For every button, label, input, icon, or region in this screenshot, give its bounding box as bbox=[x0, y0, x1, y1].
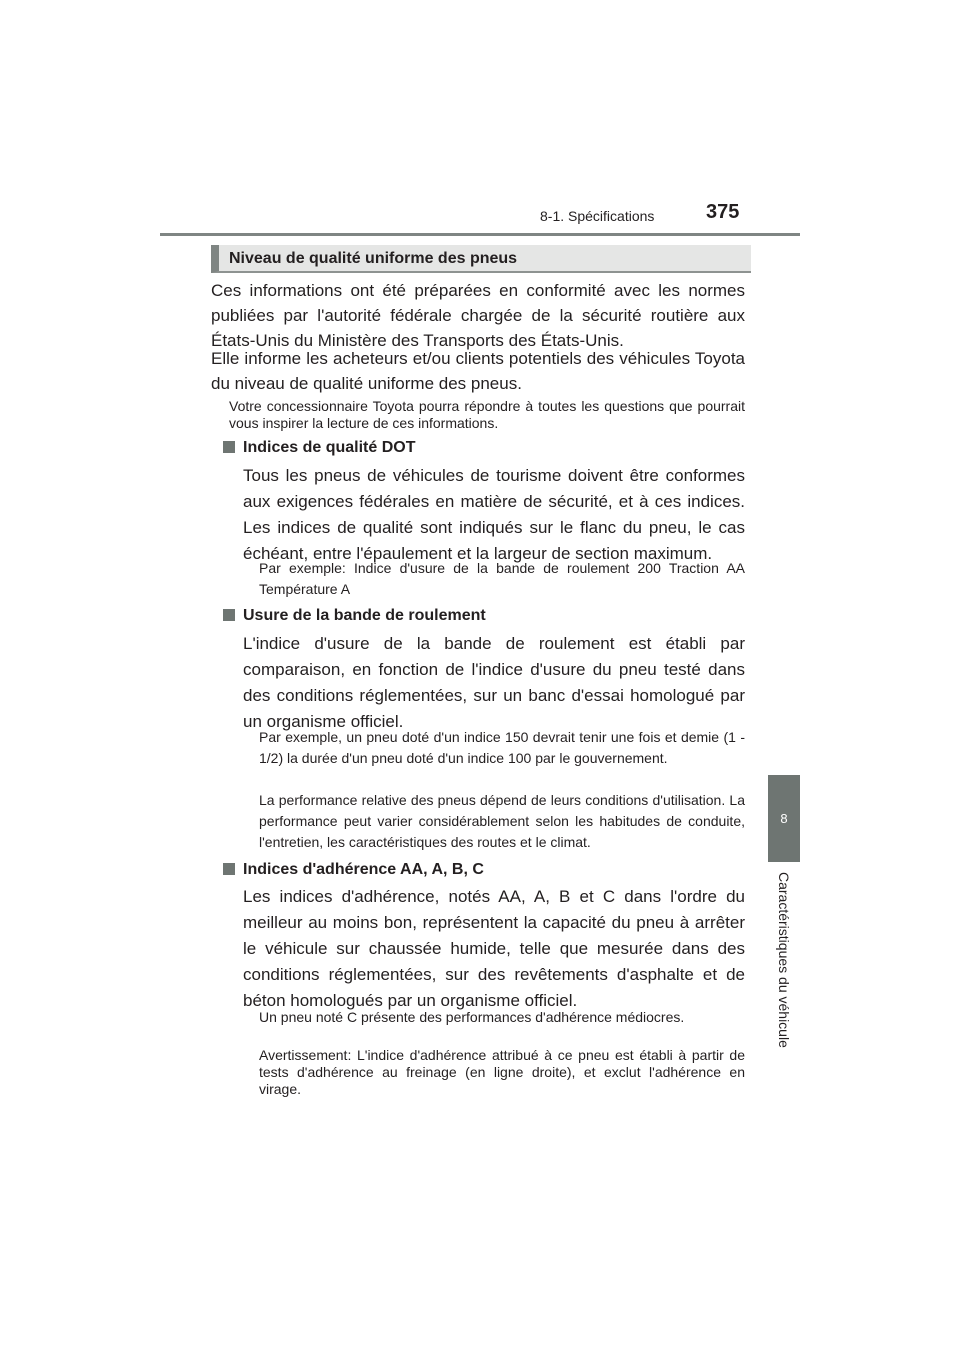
chapter-tab: 8 bbox=[768, 775, 800, 862]
traction-note-1: Un pneu noté C présente des performances d'adhérence médiocres. bbox=[259, 1009, 685, 1025]
section-title: Niveau de qualité uniforme des pneus bbox=[211, 245, 751, 273]
heading-text: Indices d'adhérence AA, A, B, C bbox=[243, 861, 484, 878]
intro-paragraph-2: Elle informe les acheteurs et/ou clients potentiels des véhicules Toyota du niveau de qualité uniforme des pneus. bbox=[211, 349, 745, 393]
square-bullet-icon bbox=[223, 863, 235, 875]
header-rule bbox=[160, 233, 800, 236]
intro-note: Votre concessionnaire Toyota pourra répondre à toutes les questions que pourrait vous inspirer la lecture de ces informations. bbox=[229, 398, 745, 431]
treadwear-body: L'indice d'usure de la bande de roulement est établi par comparaison, en fonction de l'indice d'usure du pneu testé dans des conditions réglementées, sur un banc d'essai homologué par un organisme officiel. bbox=[243, 634, 745, 731]
section-label: 8-1. Spécifications bbox=[540, 208, 655, 224]
traction-body: Les indices d'adhérence, notés AA, A, B et C dans l'ordre du meilleur au moins bon, représentent la capacité du pneu à arrêter le véhicule sur chaussée humide, telle que mesurée dans des conditions réglementées, sur des revêtements d'asphalte et de béton homologués par un organisme officiel. bbox=[243, 887, 745, 1010]
heading-traction bbox=[223, 859, 484, 881]
dot-indices-example: Par exemple: Indice d'usure de la bande de roulement 200 Traction AA Température A bbox=[259, 560, 745, 597]
heading-text: Indices de qualité DOT bbox=[243, 439, 416, 456]
intro-paragraph-1: Ces informations ont été préparées en conformité avec les normes publiées par l'autorité fédérale chargée de la sécurité routière aux États-Unis du Ministère des Transports des États-Unis. bbox=[211, 281, 745, 350]
heading-text: Usure de la bande de roulement bbox=[243, 607, 486, 624]
dot-indices-body: Tous les pneus de véhicules de tourisme doivent être conformes aux exigences fédérales en matière de sécurité, et à ces indices. Les indices de qualité sont indiqués sur le flanc du pneu, le cas échéant, entre l'épaulement et la largeur de section maximum. bbox=[243, 466, 745, 563]
heading-dot-indices bbox=[223, 437, 415, 459]
heading-treadwear bbox=[223, 605, 486, 627]
treadwear-note: La performance relative des pneus dépend de leurs conditions d'utilisation. La performance peut varier considérablement selon les habitudes de conduite, l'entretien, les caractéristiques des routes et le climat. bbox=[259, 792, 745, 850]
treadwear-example: Par exemple, un pneu doté d'un indice 150 devrait tenir une fois et demie (1 - 1/2) la durée d'un pneu doté d'un indice 100 par le gouvernement. bbox=[259, 729, 745, 766]
square-bullet-icon bbox=[223, 441, 235, 453]
chapter-title: Caractéristiques du véhicule bbox=[776, 872, 792, 1048]
page-number: 375 bbox=[706, 201, 740, 223]
traction-warning: Avertissement: L'indice d'adhérence attribué à ce pneu est établi à partir de tests d'adhérence au freinage (en ligne droite), et exclut l'adhérence en virage. bbox=[259, 1047, 745, 1097]
square-bullet-icon bbox=[223, 609, 235, 621]
